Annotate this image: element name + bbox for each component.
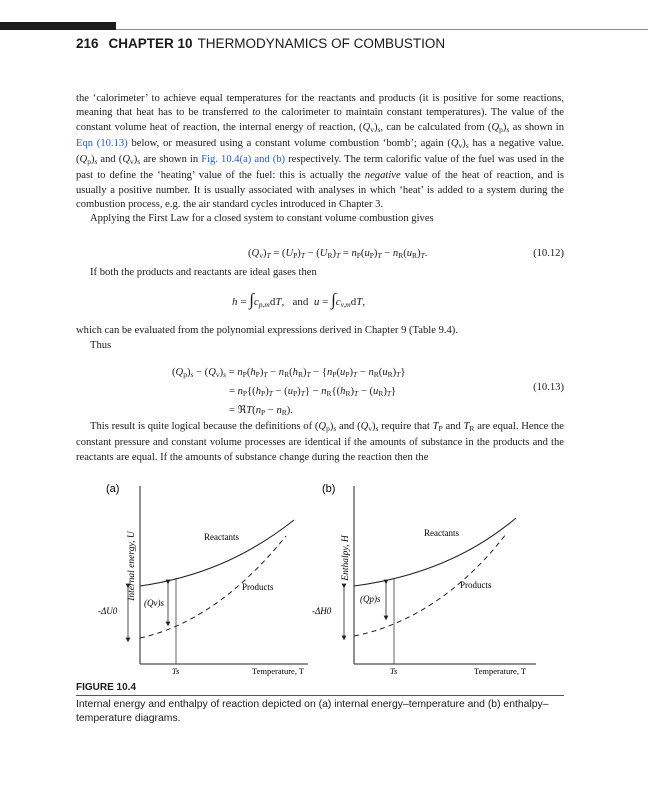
panel-b-products-label: Products xyxy=(460,580,492,590)
panel-a-xlabel: Temperature, T xyxy=(252,666,305,676)
panel-b-q-label: (Qp)s xyxy=(360,594,381,604)
paragraph-6: This result is quite logical because the definitions of $(Q_p)_s$ and $(Q_v)_s$ require that $T_P$ and $T_R$ are equal. Hence the constant pressure and constant volume processes are identical if the amounts of substance in the products and the reactants are equal. If the amounts of substance change during the reaction then the xyxy=(76,421,564,463)
equation-10-12: $(Q_v)_T = (U_P)_T - (U_R)_T = n_P(u_P)_T - n_R(u_R)_T$. xyxy=(248,248,428,260)
page-number: 216 xyxy=(76,36,99,51)
figure-label: FIGURE 10.4 xyxy=(76,682,137,693)
figure-link[interactable]: Fig. 10.4(a) and (b) xyxy=(201,154,286,166)
paragraph-4: which can be evaluated from the polynomial expressions derived in Chapter 9 (Table 9.4). xyxy=(76,325,458,336)
chapter-title: THERMODYNAMICS OF COMBUSTION xyxy=(197,36,446,51)
panel-b-ts-label: Ts xyxy=(390,666,398,676)
panel-a-ts-label: Ts xyxy=(172,666,180,676)
header-bar xyxy=(0,22,116,30)
panel-a xyxy=(98,483,308,676)
panel-b-delta-label: -ΔH0 xyxy=(312,606,332,616)
paragraph-1: the ‘calorimeter’ to achieve equal temperatures for the reactants and products (it is positive for some reactions, meaning that heat has to be transferred to the calorimeter to maintain constant temperatures). The value of the constant volume heat of reaction, the internal energy of reaction, $(Q_v)_s$, can be calculated from $(Q_p)_s$ as shown in Eqn (10.13) below, or measured using a constant volume combustion ‘bomb’; again $(Q_v)_s$ has a negative value. $(Q_p)_s$ and $(Q_v)_s$ are shown in Fig. 10.4(a) and (b) respectively. The term calorific value of the fuel was used in the past to define the ‘heating’ value of the fuel: this is actually the negative value of the heat of reaction, and is usually a positive number. It is usually associated with analyses in which ‘heat’ is added to a system during the combustion process, e.g. the air standard cycles introduced in Chapter 3. Applying the First Law for a closed system to constant volume combustion gives xyxy=(76,92,564,227)
equation-10-13: $(Q_p)_s - (Q_v)_s = n_P(h_P)_T - n_R(h_R)_T - \{n_P(u_P)_T - n_R(u_R)_T\}$ = $n_P\{(h_P)_T - (u_P)_T\} - n_R\{(h_R)_T - (u_R)_T\}$ = $ℜT(n_P - n_R)$. xyxy=(172,367,406,417)
equation-number-10-12: (10.12) xyxy=(533,248,564,259)
panel-b-tag: (b) xyxy=(322,483,336,495)
figure-caption: Internal energy and enthalpy of reaction depicted on (a) internal energy–temperature and (b) enthalpy–temperature diagrams. xyxy=(76,699,549,724)
running-header xyxy=(76,36,445,51)
panel-a-ylabel: Internal energy, U xyxy=(127,531,137,601)
panel-b-reactants-label: Reactants xyxy=(424,528,459,538)
header-rule xyxy=(116,29,648,30)
equation-ideal-gas: $h = \int c_{p,m}dT$, and $u = \int c_{v,m}dT$, xyxy=(232,290,366,309)
paragraph-2: Applying the First Law for a closed system to constant volume combustion gives xyxy=(90,213,434,225)
panel-a-reactants-label: Reactants xyxy=(204,532,239,542)
equation-number-10-13: (10.13) xyxy=(533,382,564,393)
figure-10-4 xyxy=(76,478,566,678)
equation-link[interactable]: Eqn (10.13) xyxy=(76,137,128,149)
chapter-label: CHAPTER 10 xyxy=(108,36,193,51)
panel-b xyxy=(312,483,536,676)
panel-b-ylabel: Enthalpy, H xyxy=(341,535,351,581)
panel-a-reactants-curve xyxy=(140,520,294,586)
paragraph-5: Thus xyxy=(90,340,112,351)
panel-b-xlabel: Temperature, T xyxy=(474,666,527,676)
figure-rule xyxy=(76,695,564,696)
panel-a-tag: (a) xyxy=(106,483,120,495)
paragraph-3: If both the products and reactants are ideal gases then xyxy=(90,267,317,278)
panel-a-q-label: (Qv)s xyxy=(144,598,164,608)
panel-a-delta-label: -ΔU0 xyxy=(98,606,118,616)
panel-a-products-label: Products xyxy=(242,582,274,592)
